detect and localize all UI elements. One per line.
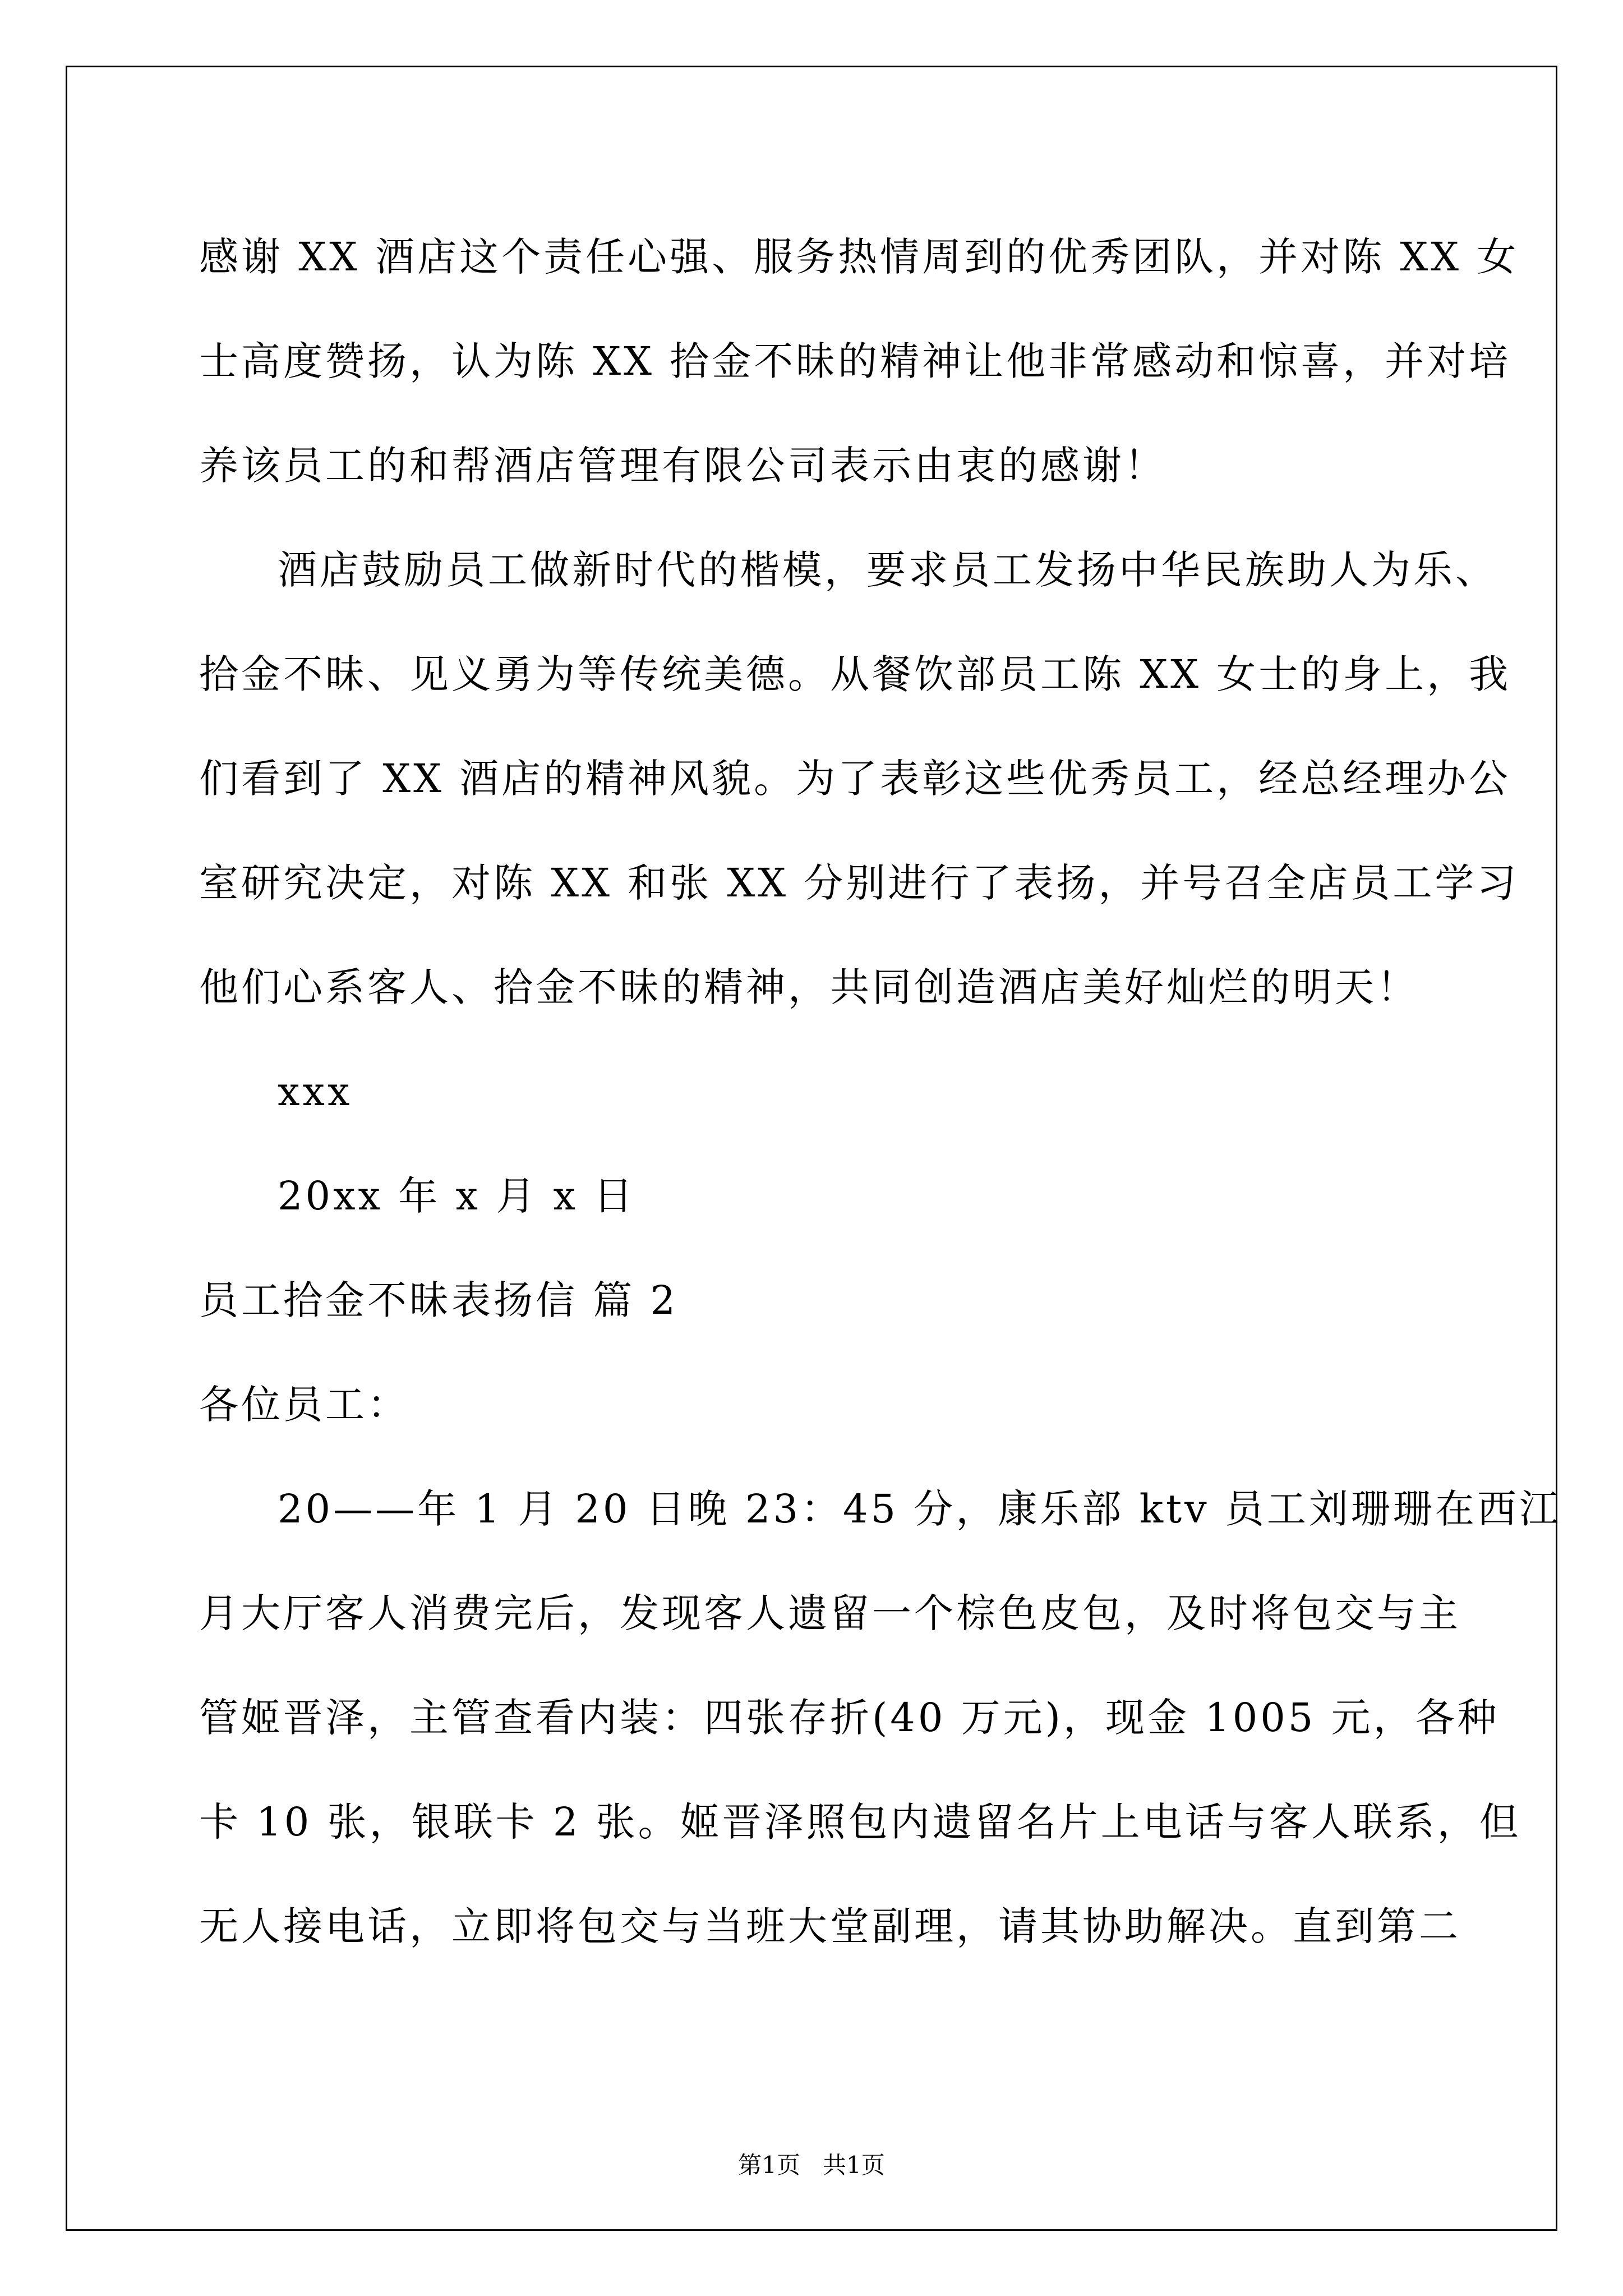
date: 20xx 年 x 月 x 日 [278,1173,636,1219]
salutation: 各位员工： [199,1382,409,1428]
paragraph-line-1: 感谢 XX 酒店这个责任心强、服务热情周到的优秀团队，并对陈 XX 女 [199,234,1519,280]
paragraph-line-7: 室研究决定，对陈 XX 和张 XX 分别进行了表扬，并号召全店员工学习 [199,860,1519,906]
signature: xxx [278,1069,353,1115]
paragraph-line-15: 管姬晋泽，主管查看内装：四张存折(40 万元)，现金 1005 元，各种 [199,1695,1500,1741]
page-footer: 第1页 共1页 [738,2151,885,2179]
paragraph-line-8: 他们心系客人、拾金不昧的精神，共同创造酒店美好灿烂的明天！ [199,964,1419,1010]
paragraph-line-4: 酒店鼓励员工做新时代的楷模，要求员工发扬中华民族助人为乐、 [278,547,1497,593]
section-title: 员工拾金不昧表扬信 篇 2 [199,1277,679,1323]
paragraph-line-2: 士高度赞扬，认为陈 XX 拾金不昧的精神让他非常感动和惊喜，并对培 [199,338,1511,384]
paragraph-line-6: 们看到了 XX 酒店的精神风貌。为了表彰这些优秀员工，经总经理办公 [199,756,1511,802]
paragraph-line-5: 拾金不昧、见义勇为等传统美德。从餐饮部员工陈 XX 女士的身上，我 [199,651,1511,697]
paragraph-line-16: 卡 10 张，银联卡 2 张。姬晋泽照包内遗留名片上电话与客人联系，但 [199,1799,1521,1845]
paragraph-line-17: 无人接电话，立即将包交与当班大堂副理，请其协助解决。直到第二 [199,1903,1461,1949]
paragraph-line-13: 20——年 1 月 20 日晚 23：45 分，康乐部 ktv 员工刘珊珊在西江 [278,1486,1561,1532]
document-body [199,205,1561,1978]
paragraph-line-14: 月大厅客人消费完后，发现客人遗留一个棕色皮包，及时将包交与主 [199,1590,1461,1636]
paragraph-line-3: 养该员工的和帮酒店管理有限公司表示由衷的感谢！ [199,443,1166,489]
